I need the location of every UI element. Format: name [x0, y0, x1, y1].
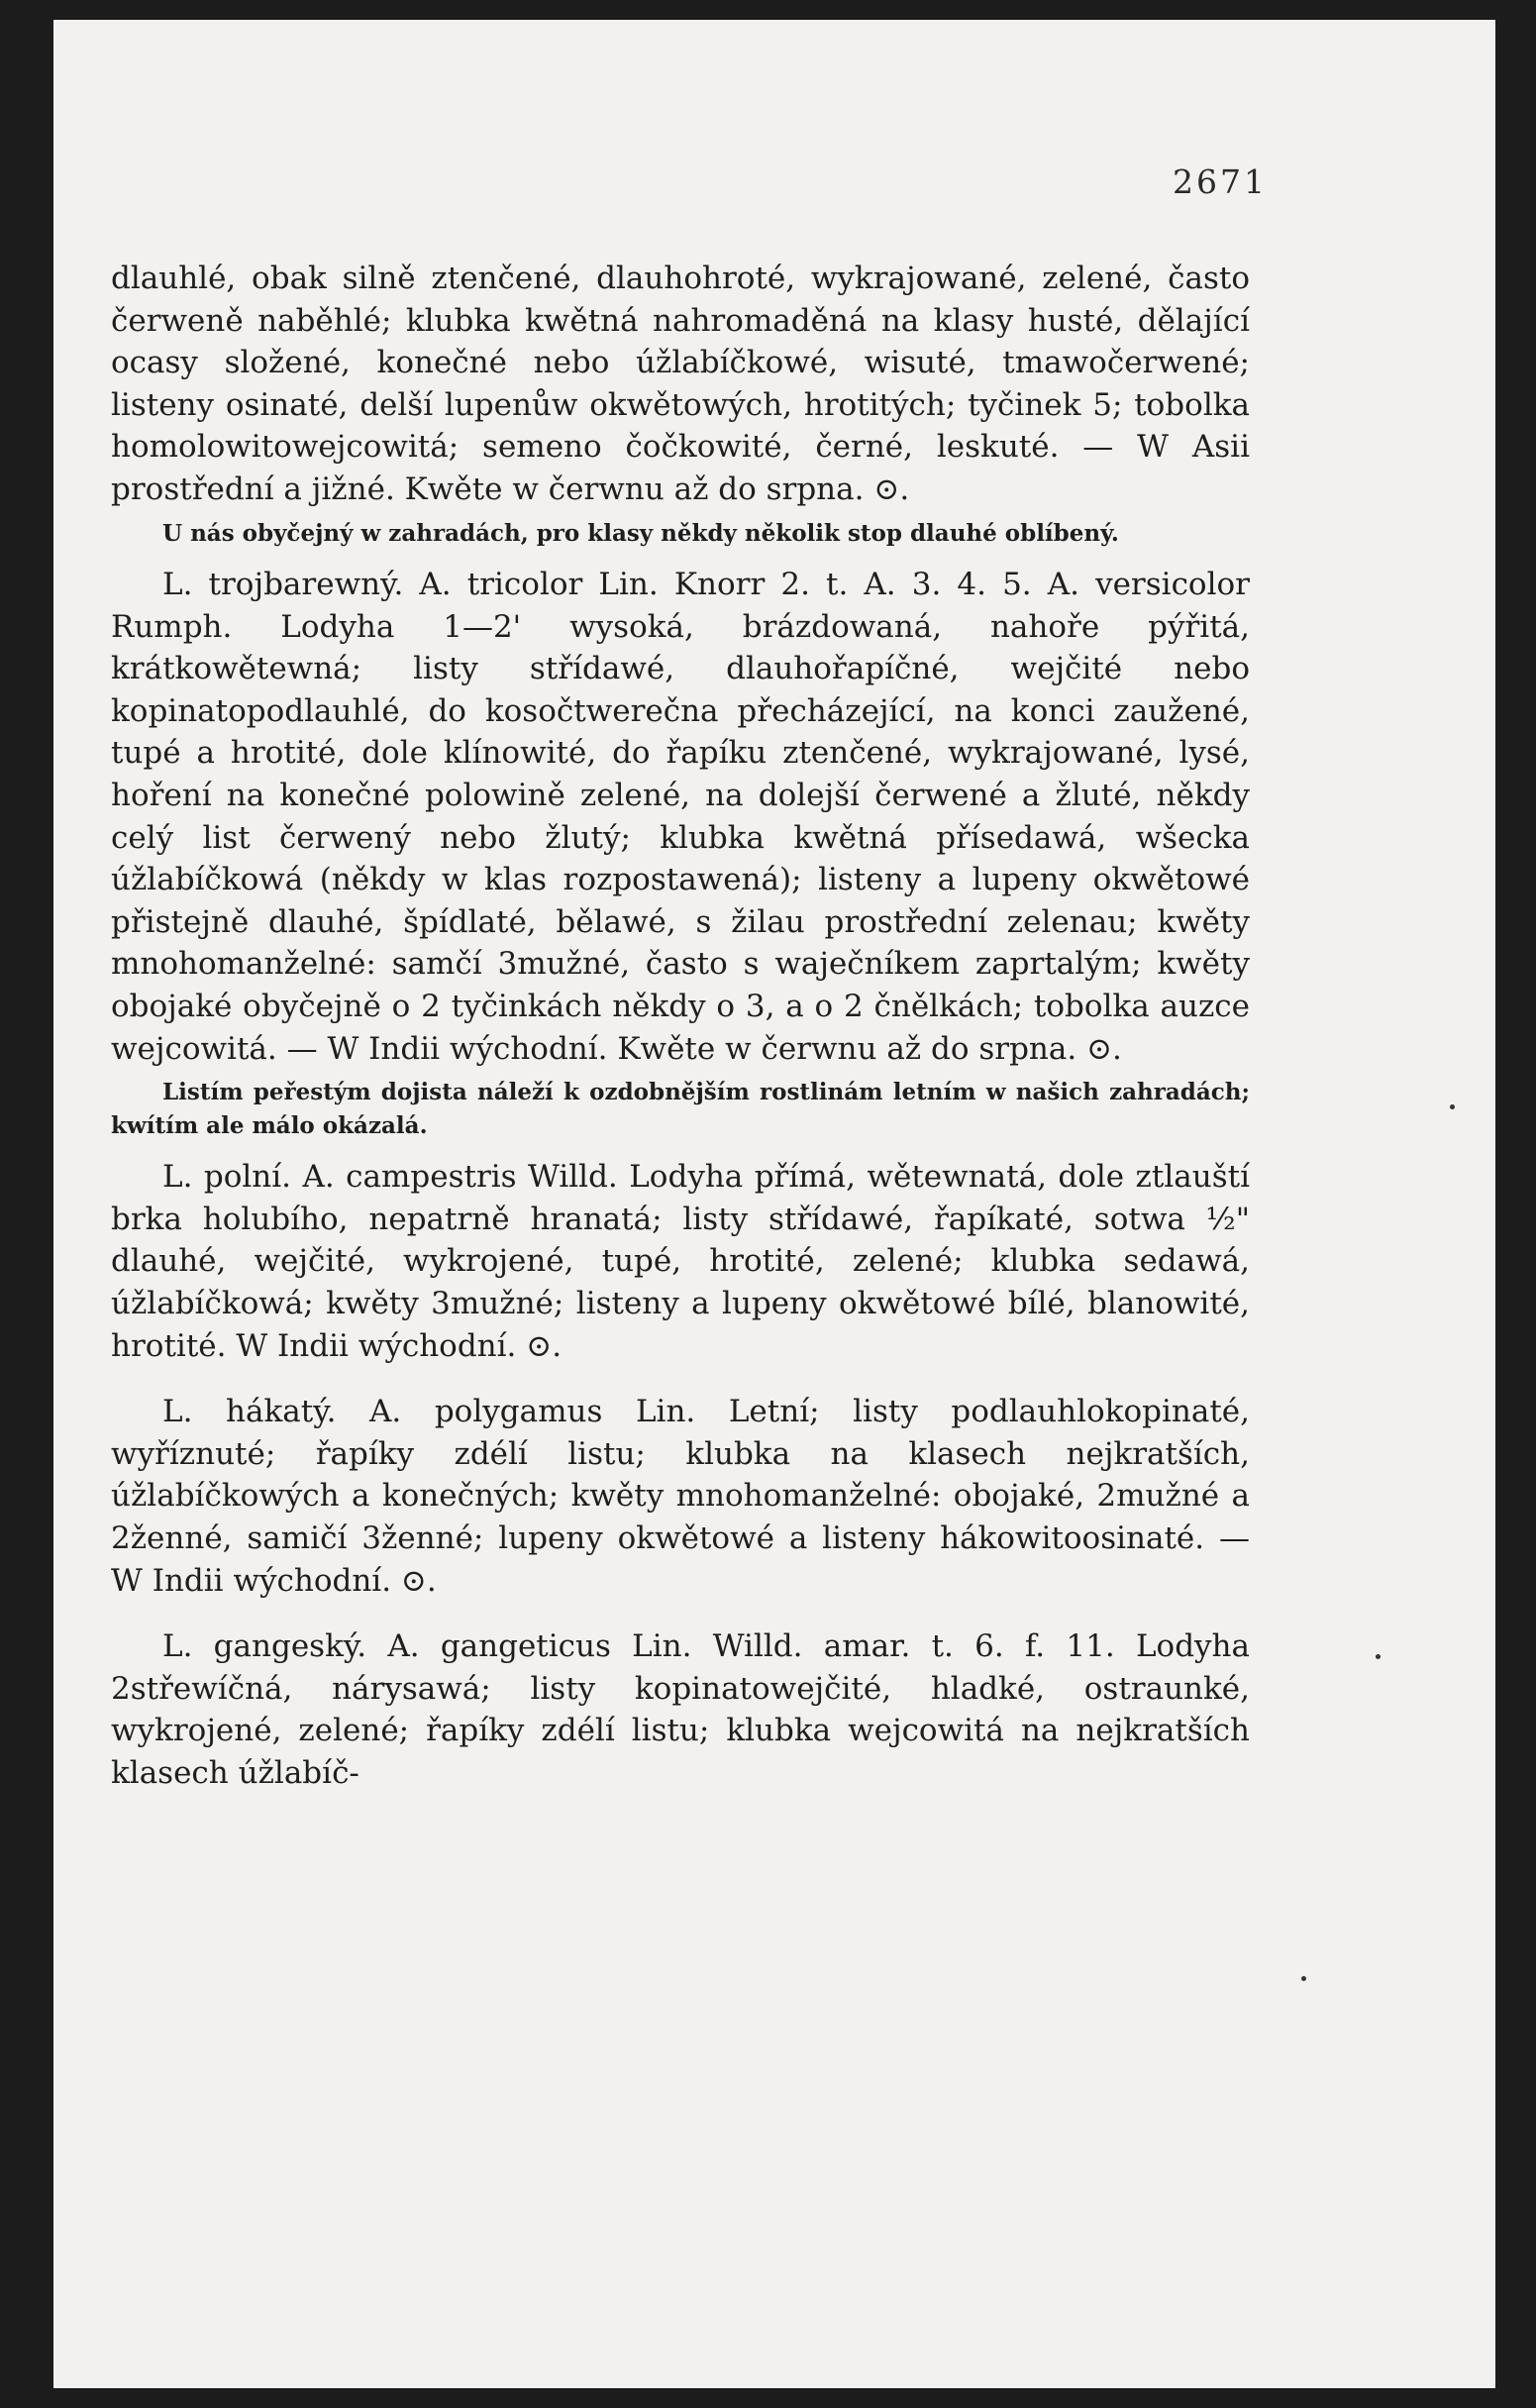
page-number: 2671 — [1173, 162, 1268, 201]
book-page — [53, 20, 1495, 2388]
paragraph-body: L. trojbarewný. A. tricolor Lin. Knorr 2. t. A. 3. 4. 5. A. versicolor Rumph. Lodyha 1—2' wysoká, brázdowaná, nahoře pýřitá, krátkowětewná; listy střídawé, dlauhořapíčné, wejčité nebo kopinatopodlauhlé, do kosočtwerečna přecházející, na konci zaužené, tupé a hrotité, dole klínowité, do řapíku ztenčené, wykrajowané, lysé, hoření na konečné polowině zelené, na dolejší čerwené a žluté, někdy celý list čerwený nebo žlutý; klubka kwětná přísedawá, wšecka úžlabíčkowá (někdy w klas rozpostawená); listeny a lupeny okwětowé přistejně dlauhé, špídlaté, bělawé, s žilau prostřední zelenau; kwěty mnohomanželné: samčí 3mužné, často s waječníkem zaprtalým; kwěty obojaké obyčejně o 2 tyčinkách někdy o 3, a o 2 čnělkách; tobolka auzce wejcowitá. — W Indii wýchodní. Kwěte w čerwnu až do srpna. ⊙. — [111, 567, 1250, 1067]
paragraph-note: Listím peřestým dojista náleží k ozdobnějším rostlinám letním w našich zahradách; kwítím ale málo okázalá. — [111, 1079, 1250, 1139]
text-column — [111, 258, 1250, 1795]
paragraph-body: L. gangeský. A. gangeticus Lin. Willd. amar. t. 6. f. 11. Lodyha 2střewíčná, nárysawá; listy kopinatowejčité, hladké, ostraunké, wykrojené, zelené; řapíky zdélí listu; klubka wejcowitá na nejkratších klasech úžlabíč- — [111, 1628, 1250, 1791]
paragraph-body: L. hákatý. A. polygamus Lin. Letní; listy podlauhlokopinaté, wyříznuté; řapíky zdélí listu; klubka na klasech nejkratších, úžlabíčkowých a konečných; kwěty mnohomanželné: obojaké, 2mužné a 2ženné, samičí 3ženné; lupeny okwětowé a listeny hákowitoosinaté. — W Indii wýchodní. ⊙. — [111, 1394, 1250, 1599]
paragraph-note: U nás obyčejný w zahradách, pro klasy někdy několik stop dlauhé oblíbený. — [162, 519, 1119, 547]
speck-mark — [1301, 1976, 1306, 1981]
paragraph-body: dlauhlé, obak silně ztenčené, dlauhohroté, wykrajowané, zelené, často čerweně naběhlé; klubka kwětná nahromaděná na klasy husté, dělající ocasy složené, konečné nebo úžlabíčkowé, wisuté, tmawočerwené; listeny osinaté, delší lupenůw okwětowých, hrotitých; tyčinek 5; tobolka homolowitowejcowitá; semeno čočkowité, černé, leskuté. — W Asii prostřední a jižné. Kwěte w čerwnu až do srpna. ⊙. — [111, 261, 1250, 507]
speck-mark — [1376, 1654, 1381, 1659]
paragraph-body: L. polní. A. campestris Willd. Lodyha přímá, wětewnatá, dole ztlauští brka holubího, nepatrně hranatá; listy střídawé, řapíkaté, sotwa ½" dlauhé, wejčité, wykrojené, tupé, hrotité, zelené; klubka sedawá, úžlabíčkowá; kwěty 3mužné; listeny a lupeny okwětowé bílé, blanowité, hrotité. W Indii wýchodní. ⊙. — [111, 1159, 1250, 1364]
speck-mark — [1450, 1104, 1455, 1109]
